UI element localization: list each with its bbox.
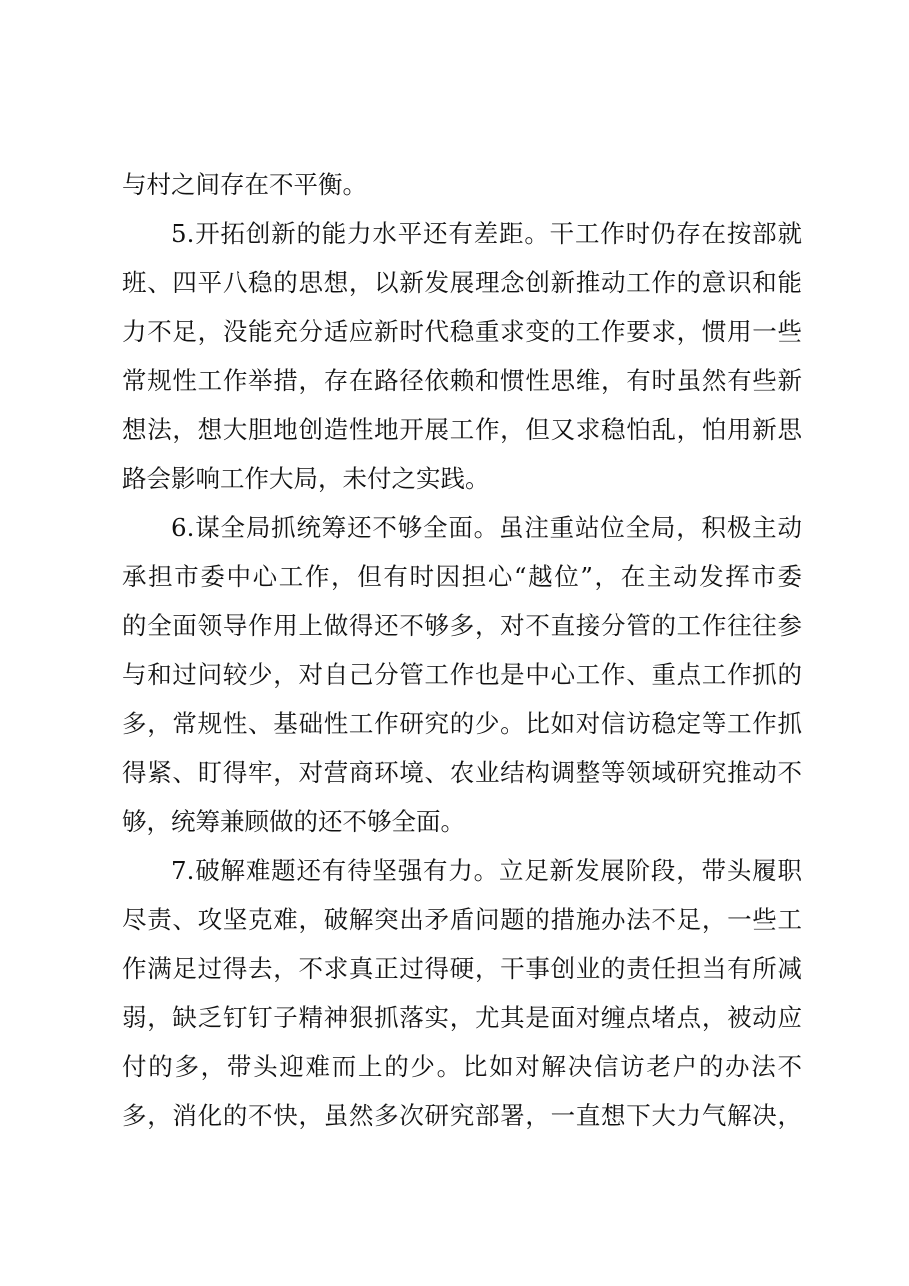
text-line: 付的多，带头迎难而上的少。比如对解决信访老户的办法不 (122, 1052, 802, 1081)
text-line: 作满足过得去，不求真正过得硬，干事创业的责任担当有所减 (122, 954, 802, 983)
text-line: 与和过问较少，对自己分管工作也是中心工作、重点工作抓的 (122, 660, 802, 689)
document-body (122, 160, 802, 1140)
paragraph-p4-tail (122, 160, 802, 209)
text-line: 5.开拓创新的能力水平还有差距。干工作时仍存在按部就 (171, 219, 802, 248)
text-line: 得紧、盯得牢，对营商环境、农业结构调整等领域研究推动不 (122, 758, 802, 787)
text-line: 弱，缺乏钉钉子精神狠抓落实，尤其是面对缠点堵点，被动应 (122, 1003, 802, 1032)
text-line: 够，统筹兼顾做的还不够全面。 (122, 807, 465, 836)
text-line: 常规性工作举措，存在路径依赖和惯性思维，有时虽然有些新 (122, 366, 802, 395)
text-line: 多，消化的不快，虽然多次研究部署，一直想下大力气解决， (122, 1101, 802, 1130)
text-line: 班、四平八稳的思想，以新发展理念创新推动工作的意识和能 (122, 268, 802, 297)
text-line: 的全面领导作用上做得还不够多，对不直接分管的工作往往参 (122, 611, 802, 640)
text-line: 力不足，没能充分适应新时代稳重求变的工作要求，惯用一些 (122, 317, 802, 346)
text-line: 6.谋全局抓统筹还不够全面。虽注重站位全局，积极主动 (171, 513, 802, 542)
text-line: 路会影响工作大局，未付之实践。 (122, 464, 490, 493)
text-line: 7.破解难题还有待坚强有力。立足新发展阶段，带头履职 (171, 856, 802, 885)
text-line: 尽责、攻坚克难，破解突出矛盾问题的措施办法不足，一些工 (122, 905, 802, 934)
text-line: 与村之间存在不平衡。 (122, 170, 367, 199)
text-line: 承担市委中心工作，但有时因担心“越位”，在主动发挥市委 (122, 562, 802, 591)
paragraph-p5 (122, 209, 802, 503)
paragraph-p6 (122, 503, 802, 846)
paragraph-p7 (122, 846, 802, 1140)
text-line: 想法，想大胆地创造性地开展工作，但又求稳怕乱，怕用新思 (122, 415, 802, 444)
text-line: 多，常规性、基础性工作研究的少。比如对信访稳定等工作抓 (122, 709, 802, 738)
